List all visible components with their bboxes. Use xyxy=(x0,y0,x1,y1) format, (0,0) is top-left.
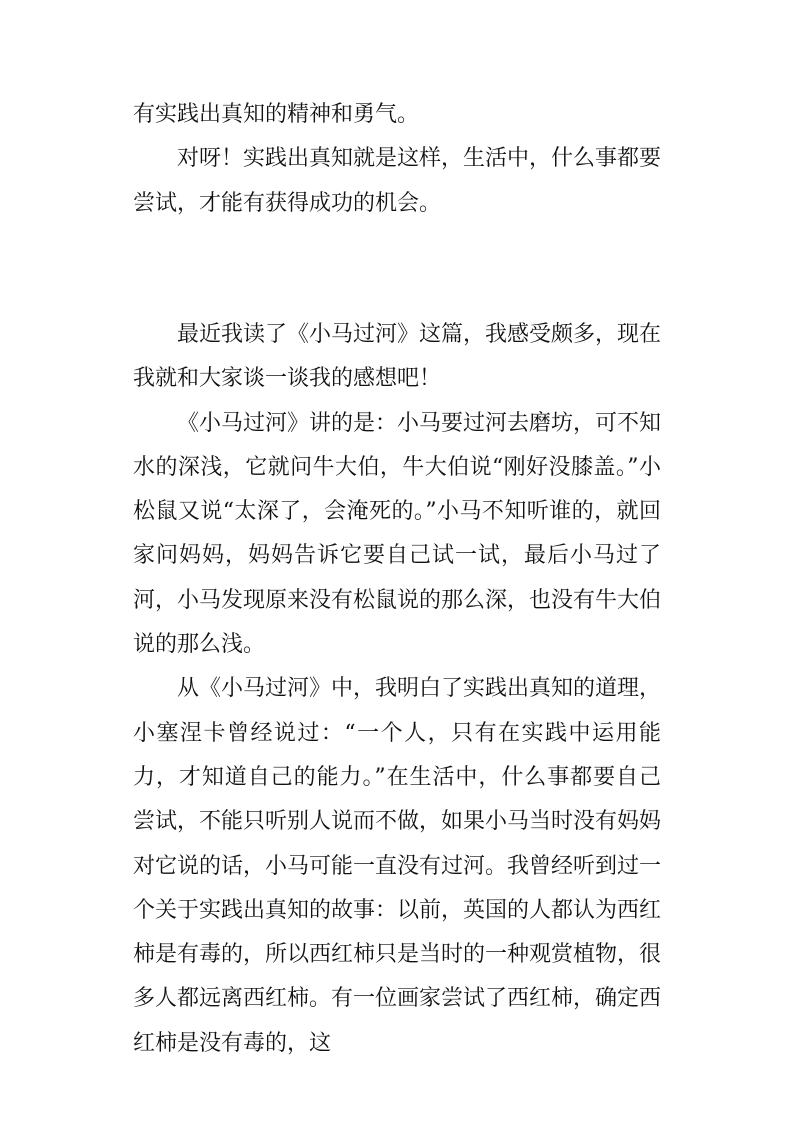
top-text-section xyxy=(133,93,661,226)
main-text-section xyxy=(133,313,661,1066)
paragraph-story-summary: 《小马过河》讲的是：小马要过河去磨坊，可不知水的深浅，它就问牛大伯，牛大伯说“刚好没膝盖。”小松鼠又说“太深了，会淹死的。”小马不知听谁的，就回家问妈妈，妈妈告诉它要自己试一试，最后小马过了河，小马发现原来没有松鼠说的那么深，也没有牛大伯说的那么浅。 xyxy=(133,410,662,658)
paragraph-conclusion: 对呀！实践出真知就是这样，生活中，什么事都要尝试，才能有获得成功的机会。 xyxy=(133,146,662,216)
paragraph-intro: 最近我读了《小马过河》这篇，我感受颇多，现在我就和大家谈一谈我的感想吧！ xyxy=(133,322,662,392)
paragraph-continuation: 有实践出真知的精神和勇气。 xyxy=(133,102,420,127)
paragraph-reflection: 从《小马过河》中，我明白了实践出真知的道理，小塞涅卡曾经说过：“一个人，只有在实践中运用能力，才知道自己的能力。”在生活中，什么事都要自己尝试，不能只听别人说而不做，如果小马当时没有妈妈对它说的话，小马可能一直没有过河。我曾经听到过一个关于实践出真知的故事：以前，英国的人都认为西红柿是有毒的，所以西红柿只是当时的一种观赏植物，很多人都远离西红柿。有一位画家尝试了西红柿，确定西红柿是没有毒的，这 xyxy=(133,676,662,1056)
